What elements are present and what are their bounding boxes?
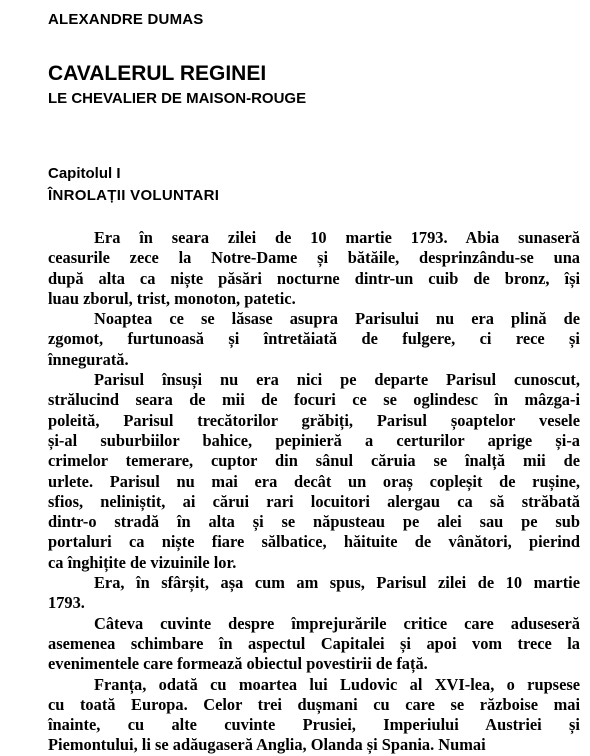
text-line: ceasurile zece la Notre-Dame și bătăile, desprinzându-se una [48,248,580,268]
paragraph [48,675,580,756]
text-line: Franța, odată cu moartea lui Ludovic al XVI-lea, o rupsese [94,674,580,694]
text-line: dintr-o stradă în alta și se năpusteau pe alei sau pe sub [48,512,580,532]
body-text [48,228,580,756]
text-line: portaluri ca niște fiare sălbatice, hăituite de vânători, pierind [48,532,580,552]
text-line: evenimentele care formează obiectul povestirii de față. [48,654,428,674]
text-line: asemenea schimbare în aspectul Capitalei și apoi vom trece la [48,633,580,653]
paragraph [48,309,580,370]
text-line: cu toată Europa. Celor trei dușmani cu care se războise mai [48,694,580,714]
text-line: sfios, neliniștit, ai cărui rari locuitori alergau ca să străbată [48,491,580,511]
book-title: CAVALERUL REGINEI [48,62,267,85]
text-line: Câteva cuvinte despre împrejurările critice care aduseseră [94,613,580,633]
text-line: înainte, cu alte cuvinte Prusiei, Imperiului Austriei și [48,715,580,735]
text-line: Piemontului, li se adăugaseră Anglia, Olanda și Spania. Numai [48,735,486,755]
text-line: ca înghițite de vizuinile lor. [48,552,237,572]
paragraph [48,228,580,309]
text-line: după alta ca niște păsări nocturne dintr-un cuib de bronz, își [48,268,580,288]
text-line: 1793. [48,593,85,613]
text-line: luau zborul, trist, monoton, patetic. [48,288,296,308]
text-line: urlete. Parisul nu mai era decât un oraș copleșit de rușine, [48,471,580,491]
text-line: strălucind seara de mii de focuri ce se oglindesc în mâzga-i [48,390,580,410]
text-line: Era, în sfârșit, așa cum am spus, Parisul zilei de 10 martie [94,573,580,593]
paragraph [48,573,580,614]
text-line: înnegurată. [48,349,129,369]
text-line: Parisul însuși nu era nici pe departe Parisul cunoscut, [94,370,580,390]
chapter-title: ÎNROLAȚII VOLUNTARI [48,187,220,204]
text-line: Era în seara zilei de 10 martie 1793. Abia sunaseră [94,228,580,247]
text-line: zgomot, furtunoasă și întretăiată de fulgere, ci rece și [48,329,580,349]
author-name: ALEXANDRE DUMAS [48,11,204,28]
paragraph [48,614,580,675]
text-line: poleită, Parisul trecătorilor grăbiți, Parisul șoaptelor vesele [48,410,580,430]
text-line: crimelor temerare, cuptor din sânul căruia se înalță mii de [48,451,580,471]
text-line: și-al suburbiilor bahice, pepinieră a certurilor aprige și-a [48,430,580,450]
chapter-number: Capitolul I [48,165,121,182]
paragraph [48,370,580,573]
book-subtitle: LE CHEVALIER DE MAISON-ROUGE [48,90,307,107]
text-line: Noaptea ce se lăsase asupra Parisului nu era plină de [94,309,580,329]
